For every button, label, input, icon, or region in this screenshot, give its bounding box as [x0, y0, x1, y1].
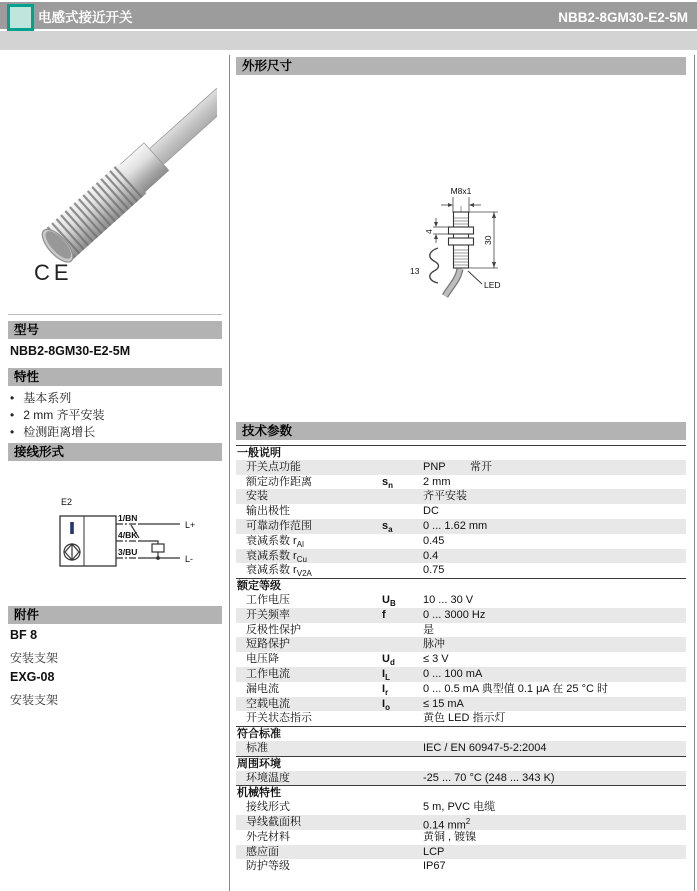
divider-line: [8, 314, 222, 315]
table-row: [236, 682, 686, 697]
param-label: 感应面: [246, 845, 279, 858]
accessory-model: EXG-08: [10, 670, 55, 684]
sensor-barrel: [37, 79, 217, 267]
top-header-bar: [0, 2, 697, 29]
table-row: [236, 475, 686, 490]
table-row: [236, 697, 686, 712]
table-row: [236, 815, 686, 830]
param-value: ≤ 15 mA: [423, 697, 464, 710]
param-symbol: $I_L$: [382, 667, 390, 683]
table-row: [236, 593, 686, 608]
feature-item: • 检测距离增长: [10, 423, 95, 440]
param-label: 电压降: [246, 653, 279, 666]
param-value: 黄铜 , 镀镍: [423, 830, 477, 843]
ce-mark: CE: [34, 260, 73, 285]
param-label: 导线截面积: [246, 815, 301, 828]
supply-minus-label: L-: [185, 554, 194, 564]
table-row: [236, 623, 686, 638]
section-header-features: 特性: [8, 368, 222, 386]
param-value: 10 ... 30 V: [423, 593, 474, 606]
dimension-drawing: [405, 182, 513, 302]
table-row: [236, 800, 686, 815]
feature-item: • 2 mm 齐平安装: [10, 406, 105, 423]
param-label: 漏电流: [246, 682, 279, 695]
table-section-header: 周围环境: [236, 756, 686, 771]
table-row: [236, 489, 686, 504]
nut: [449, 238, 474, 245]
table-row: [236, 460, 686, 475]
param-value: 0.4: [423, 549, 439, 562]
param-label: 工作电流: [246, 667, 290, 680]
param-label: 衰减系数 $r_{Cu}$: [246, 549, 307, 564]
param-label: 安装: [246, 490, 268, 503]
load-symbol: [152, 544, 164, 552]
section-header-model: 型号: [8, 321, 222, 339]
param-value: 0 ... 0.5 mA 典型值 0.1 μA 在 25 °C 时: [423, 682, 608, 695]
wiring-tag-label: E2: [61, 497, 73, 507]
param-value: 0 ... 100 mA: [423, 667, 483, 680]
param-label: 开关频率: [246, 608, 290, 621]
table-row: [236, 608, 686, 623]
param-value: 0 ... 3000 Hz: [423, 608, 486, 621]
param-symbol: $U_d$: [382, 653, 395, 668]
table-row: [236, 519, 686, 534]
nut: [449, 227, 474, 234]
param-value: IP67: [423, 860, 446, 873]
wrench-size-label: 13: [410, 266, 420, 276]
param-label: 额定动作距离: [246, 475, 312, 488]
page-title: 电感式接近开关: [38, 10, 133, 25]
param-value: DC: [423, 505, 439, 518]
table-row: [236, 563, 686, 578]
param-value: 齐平安装: [423, 490, 467, 503]
section-header-dimensions: 外形尺寸: [236, 57, 686, 75]
table-row: [236, 637, 686, 652]
tech-parameters-table: [236, 445, 686, 874]
table-row: [236, 667, 686, 682]
section-header-tech: 技术参数: [236, 422, 686, 440]
param-value: PNP: [423, 460, 446, 473]
table-section-header: 一般说明: [236, 445, 686, 460]
param-symbol: $s_n$: [382, 475, 394, 490]
supply-plus-label: L+: [185, 520, 196, 530]
brand-square-icon: [7, 4, 34, 31]
nut-dim-label: 4: [424, 229, 434, 234]
table-row: [236, 830, 686, 845]
param-symbol: $s_a$: [382, 519, 393, 535]
accessory-desc: 安装支架: [10, 693, 59, 707]
table-row: [236, 741, 686, 756]
length-dim-label: 30: [483, 235, 493, 245]
param-label: 标准: [246, 741, 268, 754]
param-label: 接线形式: [246, 801, 290, 814]
table-row: [236, 845, 686, 860]
param-value: -25 ... 70 °C (248 ... 343 K): [423, 771, 555, 784]
param-label: 工作电压: [246, 593, 290, 606]
table-row: [236, 534, 686, 549]
param-value: 0.75: [423, 564, 445, 577]
wrench-icon: [430, 248, 439, 283]
table-row: [236, 549, 686, 564]
table-row: [236, 652, 686, 667]
param-value: 0.14 $mm^2$: [423, 816, 471, 832]
wire-3-label: 3/BU: [118, 547, 138, 557]
param-label: 外壳材料: [246, 830, 290, 843]
wiring-diagram: [40, 492, 208, 588]
param-label: 环境温度: [246, 771, 290, 784]
param-value: IEC / EN 60947-5-2:2004: [423, 741, 547, 754]
accessory-desc: 安装支架: [10, 651, 59, 665]
table-section-header: 额定等级: [236, 578, 686, 593]
param-symbol: $U_B$: [382, 593, 396, 609]
page-right-edge: [694, 55, 695, 891]
model-number: NBB2-8GM30-E2-5M: [10, 344, 131, 358]
param-label: 输出极性: [246, 505, 290, 518]
param-symbol: $I_o$: [382, 697, 390, 712]
param-symbol: f: [382, 608, 386, 621]
param-label: 防护等级: [246, 860, 290, 873]
wire-4-label: 4/BK: [118, 530, 138, 540]
param-label: 衰减系数 $r_{Al}$: [246, 534, 304, 549]
param-value: 0 ... 1.62 mm: [423, 519, 488, 532]
param-value: ≤ 3 V: [423, 653, 449, 666]
section-header-accessories: 附件: [8, 606, 222, 624]
table-section-header: 符合标准: [236, 726, 686, 741]
param-label: 可靠动作范围: [246, 519, 312, 532]
param-value: 黄色 LED 指示灯: [423, 712, 506, 725]
table-row: [236, 504, 686, 519]
led-label: LED: [484, 280, 501, 290]
param-symbol: $I_r$: [382, 682, 389, 697]
param-value: 脉冲: [423, 638, 445, 651]
table-row: [236, 771, 686, 786]
param-value-2: 常开: [470, 460, 492, 473]
header-model-number: NBB2-8GM30-E2-5M: [558, 10, 688, 25]
accessory-model: BF 8: [10, 628, 38, 642]
wire-1-label: 1/BN: [118, 513, 138, 523]
section-header-connection: 接线形式: [8, 443, 222, 461]
param-label: 开关状态指示: [246, 712, 312, 725]
param-value: 是: [423, 623, 434, 636]
param-label: 衰减系数 $r_{V2A}$: [246, 564, 312, 579]
param-value: LCP: [423, 845, 445, 858]
table-row: [236, 711, 686, 726]
param-value: 2 mm: [423, 475, 451, 488]
param-value: 5 m, PVC 电缆: [423, 801, 496, 814]
thread-size-label: M8x1: [450, 186, 472, 196]
table-section-header: 机械特性: [236, 785, 686, 800]
feature-item: • 基本系列: [10, 389, 71, 406]
table-row: [236, 859, 686, 874]
param-label: 空载电流: [246, 697, 290, 710]
param-value: 0.45: [423, 534, 445, 547]
param-label: 短路保护: [246, 638, 290, 651]
param-label: 开关点功能: [246, 460, 301, 473]
header-substrip: [0, 31, 697, 50]
column-divider: [229, 55, 230, 891]
param-label: 反极性保护: [246, 623, 301, 636]
